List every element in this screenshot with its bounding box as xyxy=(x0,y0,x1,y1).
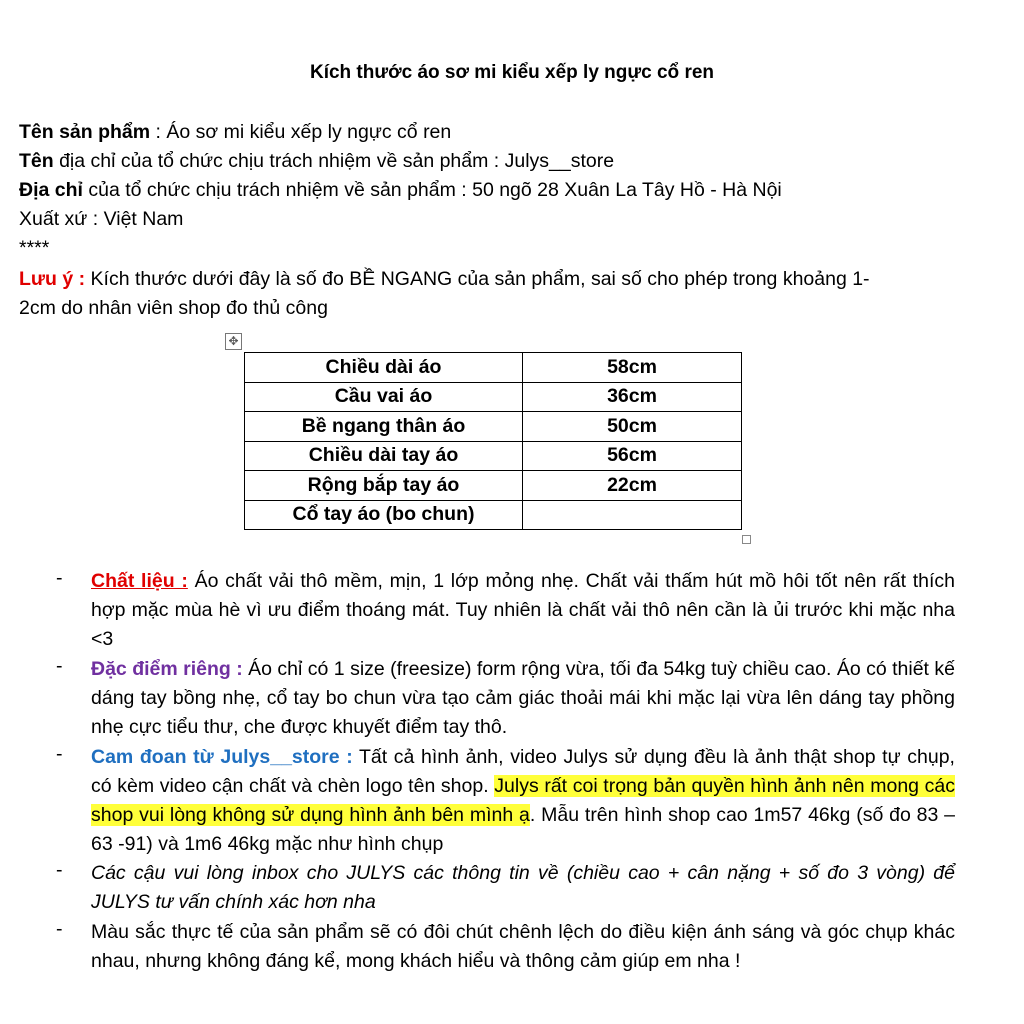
feature-label: Đặc điểm riêng : xyxy=(91,658,243,680)
origin-line: Xuất xứ : Việt Nam xyxy=(19,208,184,230)
copyright-highlight: Julys rất coi trọng bản quyền hình ảnh nên mong các shop vui lòng không sử dụng hình ảnh bên mình ạ xyxy=(91,775,955,826)
commitment-text-2: . Mẫu trên hình shop cao 1m57 46kg (số đo 83 – 63 -91) và 1m6 46kg mặc như hình chụp xyxy=(91,804,955,855)
size-value-cell: 50cm xyxy=(523,412,742,442)
table-row xyxy=(245,500,742,530)
feature-bullet xyxy=(91,655,955,742)
address-line xyxy=(19,179,782,202)
product-name-label: Tên sản phẩm xyxy=(19,121,151,143)
note-line-2: 2cm do nhân viên shop đo thủ công xyxy=(19,297,328,319)
bullet-dash: - xyxy=(56,743,63,765)
note-text-1: Kích thước dưới đây là số đo BỀ NGANG của sản phẩm, sai số cho phép trong khoảng 1- xyxy=(85,268,870,290)
commitment-label: Cam đoan từ Julys__store : xyxy=(91,746,353,768)
size-value-cell: 56cm xyxy=(523,441,742,471)
table-row xyxy=(245,353,742,383)
size-value-cell: 36cm xyxy=(523,382,742,412)
size-name-cell: Chiều dài tay áo xyxy=(245,441,523,471)
address-value: của tổ chức chịu trách nhiệm về sản phẩm : 50 ngõ 28 Xuân La Tây Hồ - Hà Nội xyxy=(82,179,782,201)
commitment-bullet xyxy=(91,743,955,859)
organization-value: địa chỉ của tổ chức chịu trách nhiệm về sản phẩm : Julys__store xyxy=(53,150,615,172)
page-title: Kích thước áo sơ mi kiểu xếp ly ngực cổ ren xyxy=(309,62,715,83)
color-bullet: Màu sắc thực tế của sản phẩm sẽ có đôi chút chênh lệch do điều kiện ánh sáng và góc chụp khác nhau, nhưng không đáng kể, mong khách hiểu và thông cảm giúp em nha ! xyxy=(91,921,955,972)
table-resize-handle-icon[interactable] xyxy=(742,535,751,544)
size-name-cell: Cầu vai áo xyxy=(245,382,523,412)
table-row xyxy=(245,471,742,501)
table-row xyxy=(245,382,742,412)
product-name-value: : Áo sơ mi kiểu xếp ly ngực cổ ren xyxy=(150,121,452,143)
address-label: Địa chỉ xyxy=(19,179,83,201)
material-label: Chất liệu : xyxy=(91,570,188,592)
bullet-dash: - xyxy=(56,567,63,589)
size-value-cell: 58cm xyxy=(523,353,742,383)
commitment-text: Tất cả hình ảnh, video Julys sử dụng đều là ảnh thật shop tự chụp, có kèm video cận chất và chèn logo tên shop. xyxy=(91,746,955,797)
size-name-cell: Chiều dài áo xyxy=(245,353,523,383)
product-name-line xyxy=(19,121,451,144)
organization-line xyxy=(19,150,614,173)
material-text: Áo chất vải thô mềm, mịn, 1 lớp mỏng nhẹ. Chất vải thấm hút mồ hôi tốt nên rất thích hợp mặc mùa hè vì ưu điểm thoáng mát. Tuy nhiên là chất vải thô nên cần là ủi trước khi mặc nha <3 xyxy=(91,570,955,650)
table-move-handle-icon[interactable]: ✥ xyxy=(225,333,242,350)
table-row xyxy=(245,441,742,471)
note-label: Lưu ý : xyxy=(19,268,86,290)
bullet-dash: - xyxy=(56,918,63,940)
feature-text: Áo chỉ có 1 size (freesize) form rộng vừa, tối đa 54kg tuỳ chiều cao. Áo có thiết kế dáng tay bồng nhẹ, cổ tay bo chun vừa tạo cảm giác thoải mái khi mặc lại vừa lên dáng tay phồng nhẹ cực tiểu thư, che được khuyết điểm tay thô. xyxy=(91,658,955,738)
size-value-cell: 22cm xyxy=(523,471,742,501)
stars-separator: **** xyxy=(19,237,50,259)
bullet-dash: - xyxy=(56,655,63,677)
bullet-dash: - xyxy=(56,859,63,881)
size-name-cell: Bề ngang thân áo xyxy=(245,412,523,442)
size-name-cell: Cổ tay áo (bo chun) xyxy=(245,500,523,530)
size-value-cell xyxy=(523,500,742,530)
size-name-cell: Rộng bắp tay áo xyxy=(245,471,523,501)
organization-label: Tên xyxy=(19,150,54,172)
material-bullet xyxy=(91,567,955,654)
note-line-1 xyxy=(19,268,870,291)
table-row xyxy=(245,412,742,442)
inbox-bullet: Các cậu vui lòng inbox cho JULYS các thông tin về (chiều cao + cân nặng + số đo 3 vòng) để JULYS tư vấn chính xác hơn nha xyxy=(91,862,955,913)
size-table xyxy=(244,352,742,530)
